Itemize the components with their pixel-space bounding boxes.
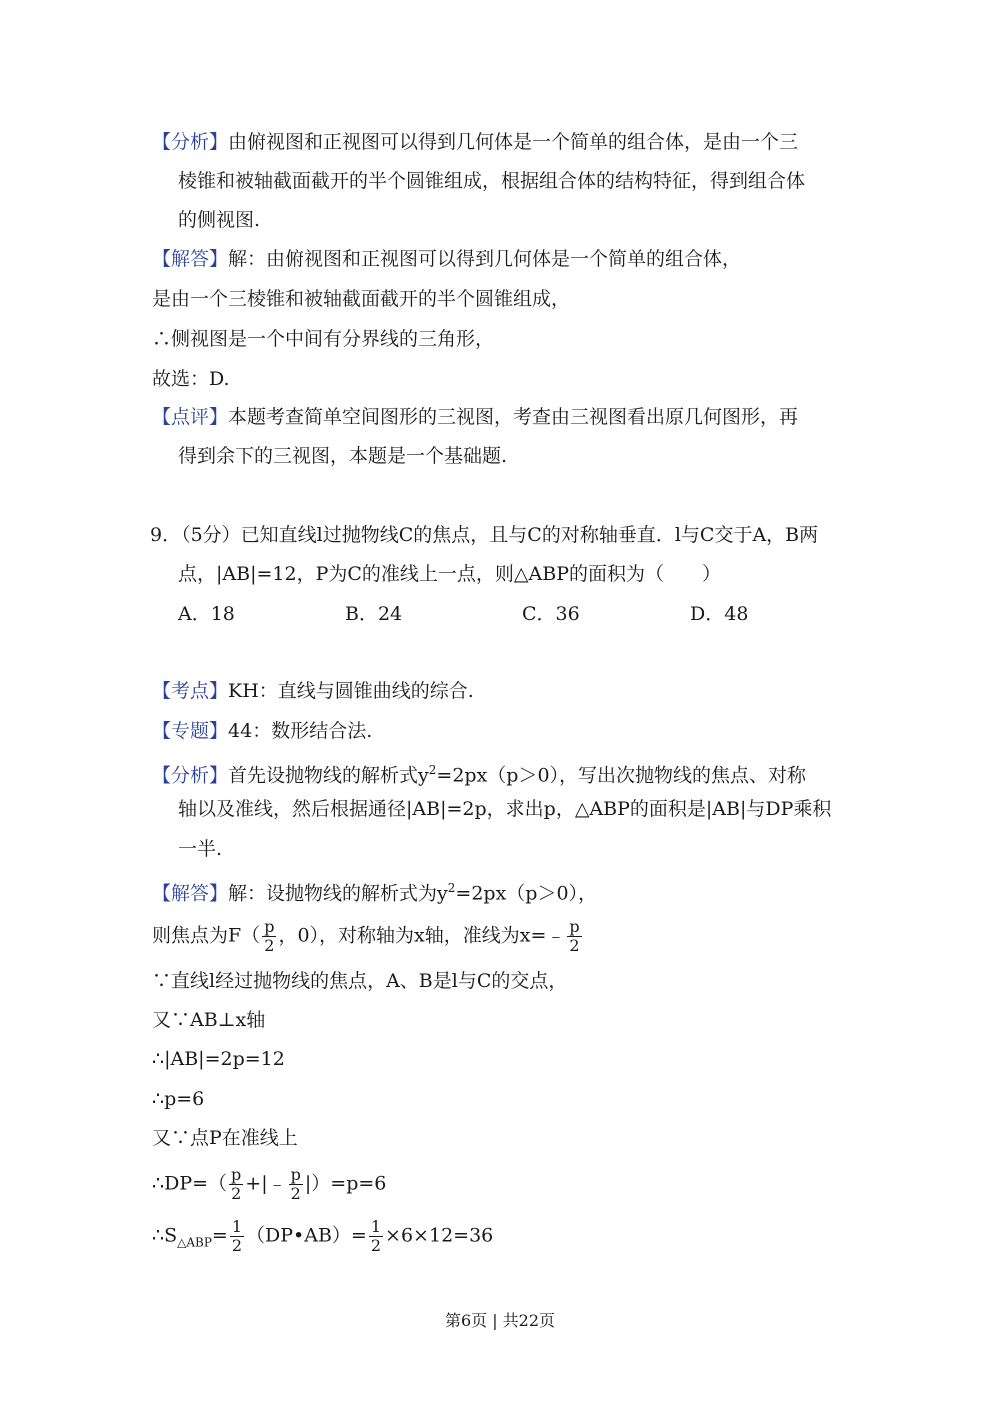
numerator: p [231, 1165, 242, 1184]
comment-line-2: 得到余下的三视图，本题是一个基础题. [178, 445, 508, 467]
numerator: p [290, 1165, 301, 1184]
answer2-line-4: 又∵AB⊥x轴 [152, 1009, 266, 1031]
analysis2-line-2: 轴以及准线，然后根据通径|AB|=2p，求出p，△ABP的面积是|AB|与DP乘积 [178, 798, 832, 820]
equals: = [211, 1224, 228, 1247]
denominator: 2 [231, 1236, 243, 1255]
comment-tag: 【点评】 [152, 406, 229, 428]
superscript: 2 [447, 881, 456, 895]
answer2-l9-c: （DP•AB）= [246, 1224, 367, 1247]
question-stem-2: 点，|AB|=12，P为C的准线上一点，则△ABP的面积为（ ） [178, 563, 721, 585]
answer-line-1 [152, 246, 741, 272]
analysis-text-1: 由俯视图和正视图可以得到几何体是一个简单的组合体，是由一个三 [228, 131, 799, 153]
analysis2-text-a: 首先设抛物线的解析式y [228, 764, 429, 787]
analysis-line-1 [152, 129, 798, 155]
option-b: B．24 [345, 603, 403, 625]
answer2-line-2 [152, 918, 584, 955]
answer2-line-5: ∴|AB|=2p=12 [152, 1048, 285, 1070]
denominator: 2 [370, 1236, 382, 1255]
answer-text-1: 解：由俯视图和正视图可以得到几何体是一个简单的组合体， [228, 248, 742, 270]
answer2-l8-a: ∴DP=（ [152, 1172, 228, 1195]
superscript: 2 [428, 763, 437, 777]
analysis2-tag: 【分析】 [152, 764, 229, 787]
kaodian-text: KH：直线与圆锥曲线的综合. [228, 680, 474, 702]
answer2-text-b: =2px（p＞0）， [455, 882, 598, 905]
answer2-l9-d: ×6×12=36 [385, 1224, 494, 1247]
subscript: △ABP [177, 1235, 212, 1250]
answer2-l2-b: ，0），对称轴为x轴，准线为x=﹣ [278, 924, 566, 947]
fraction-p-over-2 [567, 918, 581, 955]
analysis2-line-3: 一半. [178, 838, 223, 860]
answer2-l8-c: |）=p=6 [304, 1172, 387, 1195]
zhuanti-tag: 【专题】 [152, 720, 229, 742]
answer2-line-7: 又∵点P在准线上 [152, 1127, 298, 1149]
option-a: A．18 [178, 603, 235, 625]
answer2-l9-a: ∴S [152, 1224, 178, 1247]
answer-line-2: 是由一个三棱锥和被轴截面截开的半个圆锥组成， [152, 288, 571, 310]
answer2-text-a: 解：设抛物线的解析式为y [228, 882, 448, 905]
answer2-l8-b: +| [245, 1172, 268, 1195]
answer2-line-9 [152, 1218, 493, 1255]
answer2-line-6: ∴p=6 [152, 1088, 205, 1110]
analysis2-line-1 [152, 757, 806, 788]
numerator: p [264, 917, 275, 936]
numerator: p [569, 917, 580, 936]
analysis-line-2: 棱锥和被轴截面截开的半个圆锥组成，根据组合体的结构特征，得到组合体 [178, 170, 806, 192]
answer2-line-8 [152, 1166, 386, 1203]
answer2-tag: 【解答】 [152, 882, 229, 905]
fraction-p-over-2 [262, 918, 276, 955]
comment-text-1: 本题考查简单空间图形的三视图，考查由三视图看出原几何图形，再 [228, 406, 799, 428]
analysis-line-3: 的侧视图. [178, 209, 261, 231]
answer2-l2-a: 则焦点为F（ [152, 924, 261, 947]
denominator: 2 [290, 1184, 301, 1203]
option-c: C．36 [522, 603, 580, 625]
analysis2-text-b: =2px（p＞0），写出次抛物线的焦点、对称 [436, 764, 807, 787]
denominator: 2 [264, 936, 275, 955]
answer-line-4: 故选：D. [152, 368, 230, 390]
analysis-tag: 【分析】 [152, 131, 229, 153]
page-footer: 第6页 | 共22页 [444, 1311, 556, 1330]
answer-tag: 【解答】 [152, 248, 229, 270]
numerator: 1 [231, 1217, 243, 1236]
zhuanti-line [152, 718, 372, 744]
fraction-1-over-2 [230, 1218, 244, 1255]
numerator: 1 [370, 1217, 382, 1236]
denominator: 2 [569, 936, 580, 955]
kaodian-line [152, 678, 474, 704]
fraction-p-over-2 [229, 1166, 243, 1203]
kaodian-tag: 【考点】 [152, 680, 229, 702]
fraction-1-over-2 [369, 1218, 383, 1255]
denominator: 2 [231, 1184, 242, 1203]
answer2-line-3: ∵直线l经过抛物线的焦点，A、B是l与C的交点， [152, 970, 568, 992]
option-d: D．48 [690, 603, 749, 625]
comment-line-1 [152, 404, 798, 430]
zhuanti-text: 44：数形结合法. [228, 720, 373, 742]
answer2-line-1 [152, 875, 597, 906]
question-stem-1: 9．（5分）已知直线l过抛物线C的焦点，且与C的对称轴垂直．l与C交于A，B两 [150, 524, 819, 546]
fraction-p-over-2 [289, 1166, 303, 1203]
answer-line-3: ∴侧视图是一个中间有分界线的三角形， [152, 328, 495, 350]
minus-sign: ﹣ [267, 1172, 287, 1195]
